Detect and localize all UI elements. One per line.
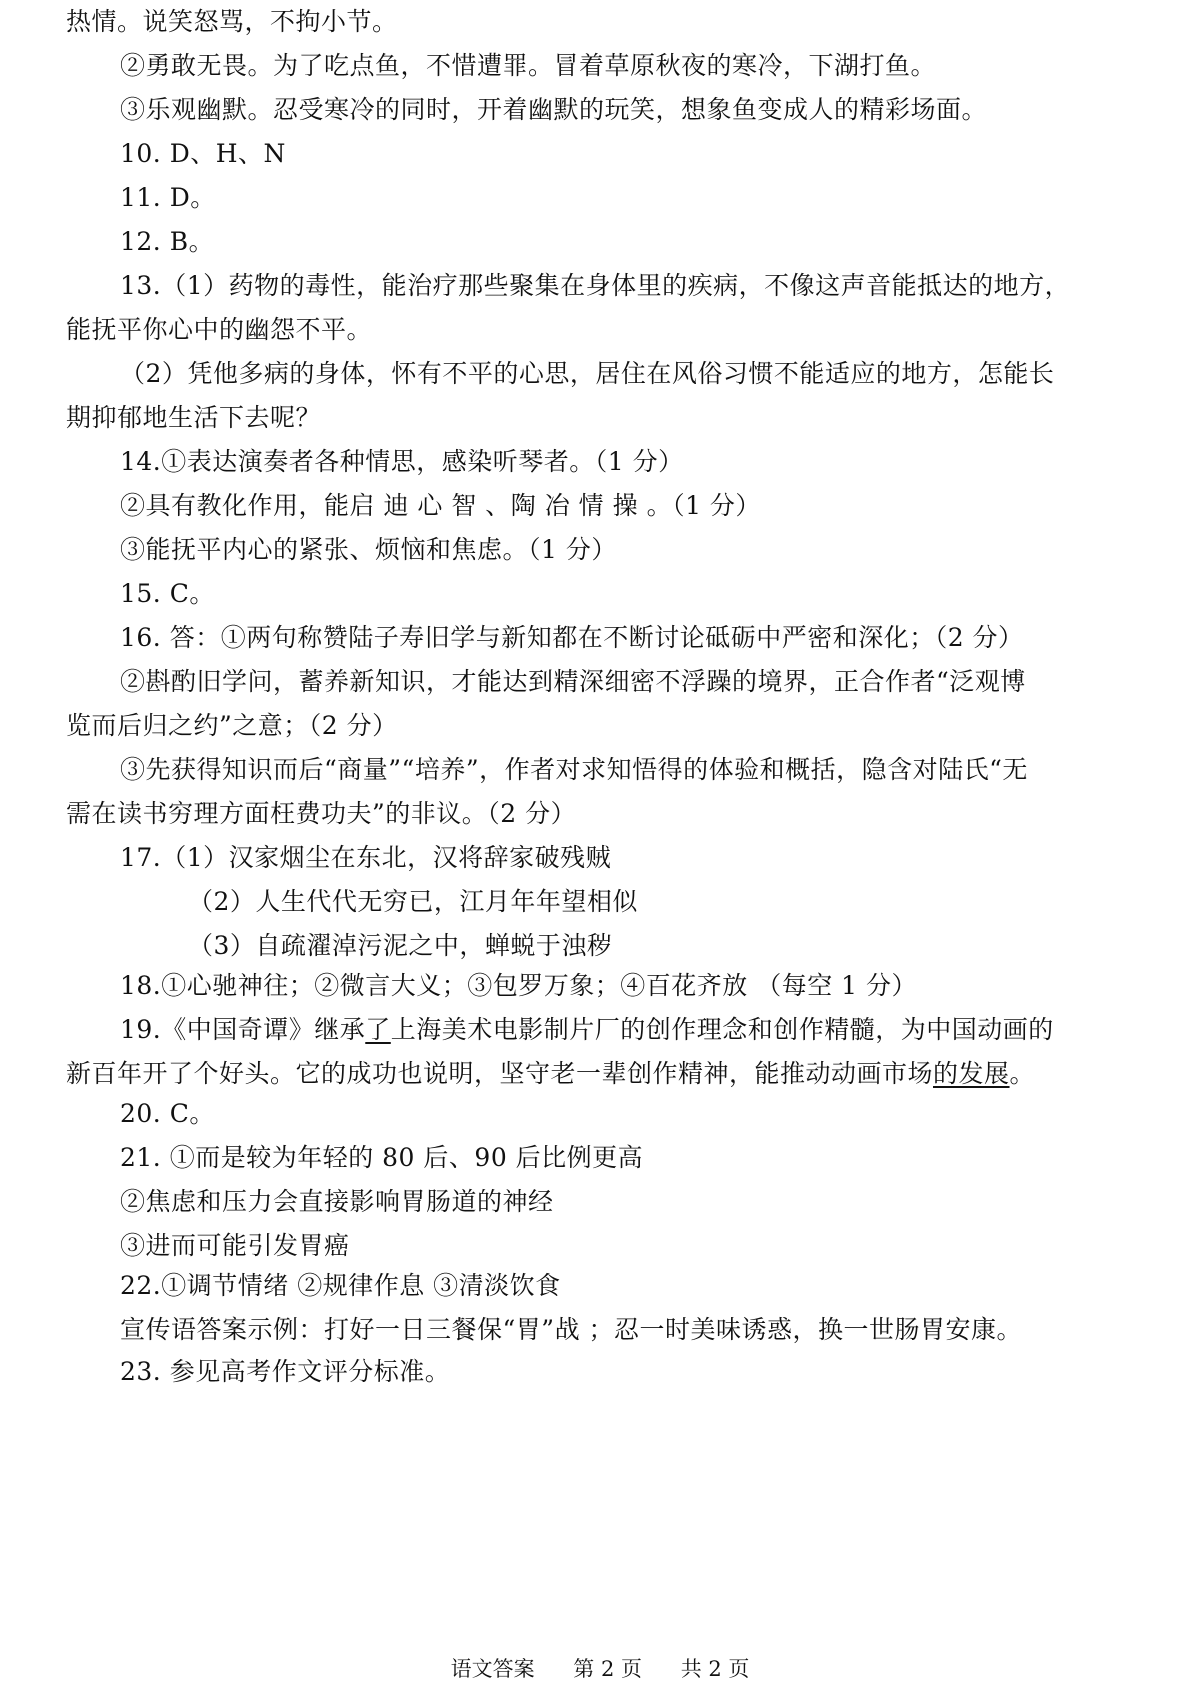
page-footer	[0, 1655, 1200, 1683]
footer-page-number: 第 2 页	[573, 1657, 642, 1681]
answer-12: 12. B。	[120, 227, 215, 256]
answer-16-point-1: 16. 答：①两句称赞陆子寿旧学与新知都在不断讨论砥砺中严密和深化；（2 分）	[120, 623, 1024, 652]
answer-21-point-1: 21. ①而是较为年轻的 80 后、90 后比例更高	[120, 1143, 644, 1172]
footer-subject: 语文答案	[450, 1657, 535, 1681]
answer-13-part-1-continuation: 能抚平你心中的幽怨不平。	[66, 315, 373, 344]
answer-17-part-1: 17.（1）汉家烟尘在东北，汉将辞家破残贼	[120, 843, 612, 872]
answer-13-part-2-continuation: 期抑郁地生活下去呢？	[66, 403, 322, 432]
answer-11: 11. D。	[120, 183, 216, 212]
answer-22-slogan: 宣传语答案示例：打好一日三餐保“胃”战 ；忍一时美味诱惑，换一世肠胃安康。	[120, 1315, 1023, 1344]
answer-17-part-2: （2）人生代代无穷已，江月年年望相似	[188, 887, 638, 916]
answer-15: 15. C。	[120, 579, 215, 608]
answer-16-point-2-continuation: 览而后归之约”之意；（2 分）	[66, 711, 398, 740]
answer-9-point-2: ②勇敢无畏。为了吃点鱼，不惜遭罪。冒着草原秋夜的寒冷，下湖打鱼。	[120, 51, 937, 80]
answer-22: 22.①调节情绪 ②规律作息 ③清淡饮食	[120, 1271, 561, 1300]
answer-19-line-2	[66, 1058, 1035, 1090]
answer-19-line-1	[120, 1014, 1054, 1046]
answer-20: 20. C。	[120, 1099, 215, 1128]
answer-13-part-2: （2）凭他多病的身体，怀有不平的心思，居住在风俗习惯不能适应的地方，怎能长	[120, 359, 1055, 388]
answer-19-prefix: 19.《中国奇谭》继承	[120, 1015, 366, 1044]
answer-16-point-3: ③先获得知识而后“商量”“培养”，作者对求知悟得的体验和概括，隐含对陆氏“无	[120, 755, 1028, 784]
answer-17-part-3: （3）自疏濯淖污泥之中，蝉蜕于浊秽	[188, 931, 613, 960]
answer-9-continuation: 热情。说笑怒骂，不拘小节。	[66, 7, 398, 36]
answer-16-point-3-continuation: 需在读书穷理方面枉费功夫”的非议。（2 分）	[66, 799, 577, 828]
answer-14-point-1: 14.①表达演奏者各种情思，感染听琴者。（1 分）	[120, 447, 684, 476]
footer-total-pages: 共 2 页	[680, 1657, 750, 1681]
answer-13-part-1: 13.（1）药物的毒性，能治疗那些聚集在身体里的疾病，不像这声音能抵达的地方，	[120, 271, 1071, 300]
answer-16-point-2: ②斟酌旧学问，蓄养新知识，才能达到精深细密不浮躁的境界，正合作者“泛观博	[120, 667, 1026, 696]
answer-14-point-3: ③能抚平内心的紧张、烦恼和焦虑。（1 分）	[120, 535, 617, 564]
answer-19-line-2-text: 新百年开了个好头。它的成功也说明，坚守老一辈创作精神，能推动动画市场	[66, 1059, 934, 1088]
answer-21-point-3: ③进而可能引发胃癌	[120, 1231, 350, 1260]
answer-19-underlined-particle: 了	[365, 1015, 391, 1044]
answer-18: 18.①心驰神往；②微言大义；③包罗万象；④百花齐放 （每空 1 分）	[120, 971, 918, 1000]
answer-14-point-2: ②具有教化作用，能启 迪 心 智 、陶 冶 情 操 。（1 分）	[120, 491, 761, 520]
answer-21-point-2: ②焦虑和压力会直接影响胃肠道的神经	[120, 1187, 554, 1216]
answer-9-point-3: ③乐观幽默。忍受寒冷的同时，开着幽默的玩笑，想象鱼变成人的精彩场面。	[120, 95, 988, 124]
answer-23: 23. 参见高考作文评分标准。	[120, 1357, 451, 1386]
answer-19-underlined-phrase: 的发展	[933, 1059, 1010, 1088]
answer-10: 10. D、H、N	[120, 139, 286, 168]
answer-19-end-mark: 。	[1009, 1059, 1036, 1088]
answer-19-rest: 上海美术电影制片厂的创作理念和创作精髓，为中国动画的	[390, 1015, 1054, 1044]
